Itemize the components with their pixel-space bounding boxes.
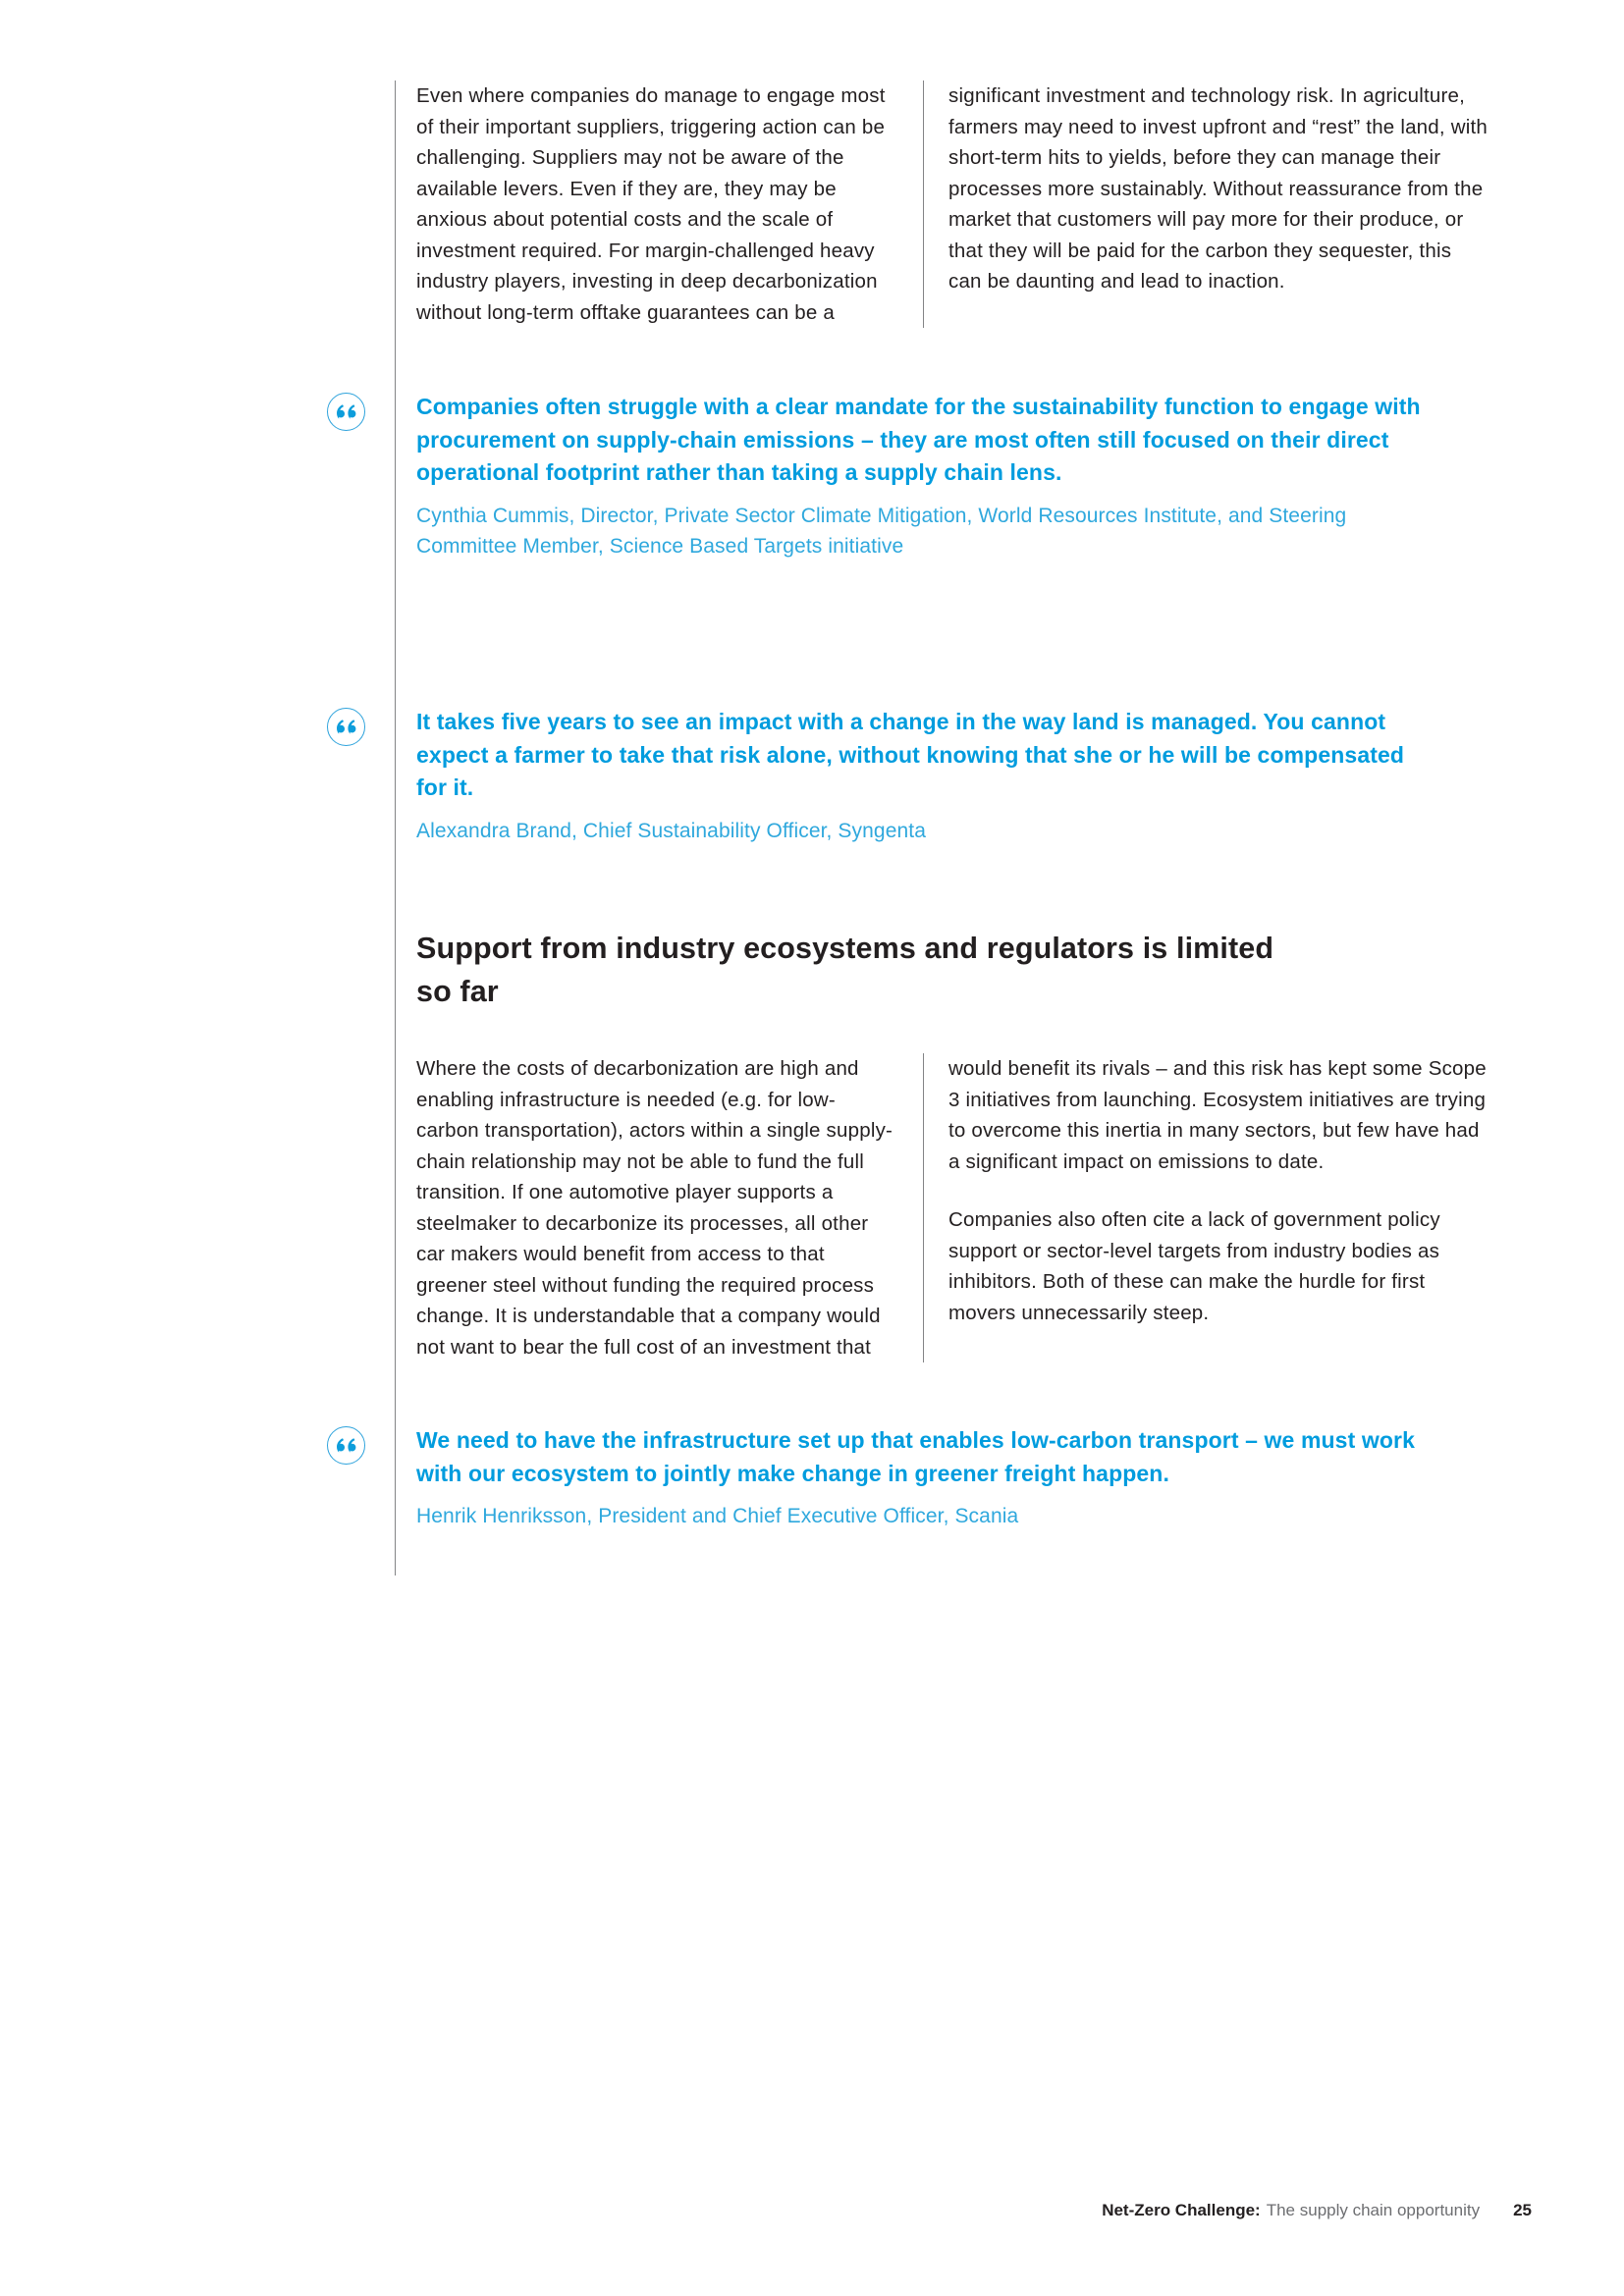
paragraph: Where the costs of decarbonization are high and enabling infrastructure is needed (e.g. for low-carbon transportation), actors within a single supply-chain relationship may not be able to fund the full transition. If one automotive player supports a steelmaker to decarbonize its processes, all other car makers would benefit from access to that greener steel without funding the required process change. It is understandable that a company would not want to bear the full cost of an investment that: [416, 1057, 893, 1359]
pull-quote-1: [395, 391, 1428, 562]
quote-attribution: Cynthia Cummis, Director, Private Sector Climate Mitigation, World Resources Institute, and Steering Committee Member, Science Based Targets initiative: [416, 504, 1347, 558]
quote-mark-icon: [327, 393, 365, 431]
page-number: 25: [1513, 2201, 1532, 2219]
quote-text: It takes five years to see an impact with a change in the way land is managed. You cannot expect a farmer to take that risk alone, without knowing that she or he will be compensated for it.: [416, 709, 1405, 800]
quote-text: Companies often struggle with a clear mandate for the sustainability function to engage with procurement on supply-chain emissions – they are most often still focused on their direct operational footprint rather than taking a supply chain lens.: [416, 394, 1421, 485]
section-heading: Support from industry ecosystems and regulators is limited so far: [416, 932, 1274, 1008]
page-footer: [0, 2199, 1624, 2222]
intro-right-column: [924, 80, 1497, 328]
quote-text: We need to have the infrastructure set up that enables low-carbon transport – we must work with our ecosystem to jointly make change in greener freight happen.: [416, 1427, 1416, 1486]
paragraph: Companies also often cite a lack of government policy support or sector-level targets from industry bodies as inhibitors. Both of these can make the hurdle for first movers unnecessarily steep.: [948, 1208, 1440, 1324]
paragraph: Even where companies do manage to engage most of their important suppliers, triggering action can be challenging. Suppliers may not be aware of the available levers. Even if they are, they may be anxious about potential costs and the scale of investment required. For margin-challenged heavy industry players, investing in deep decarbonization without long-term offtake guarantees can be a: [416, 84, 886, 324]
footer-subtitle: The supply chain opportunity: [1266, 2201, 1481, 2219]
pull-quote-2: [395, 706, 1428, 846]
paragraph: would benefit its rivals – and this risk has kept some Scope 3 initiatives from launching. Ecosystem initiatives are trying to overcome this inertia in many sectors, but few have had a significant impact on emissions to date.: [948, 1057, 1487, 1173]
ecosystem-column-block: [395, 1053, 1497, 1362]
intro-column-block: [395, 80, 1497, 328]
footer-title: Net-Zero Challenge:: [1102, 2201, 1261, 2219]
quote-attribution: Alexandra Brand, Chief Sustainability Officer, Syngenta: [416, 819, 927, 842]
quote-mark-icon: [327, 708, 365, 746]
intro-left-column: [395, 80, 923, 328]
quote-attribution: Henrik Henriksson, President and Chief Executive Officer, Scania: [416, 1505, 1019, 1527]
pull-quote-3: [395, 1424, 1428, 1532]
ecosystem-left-column: [395, 1053, 923, 1362]
column-divider: [923, 80, 924, 328]
paragraph: significant investment and technology risk. In agriculture, farmers may need to invest upfront and “rest” the land, with short-term hits to yields, before they can manage their processes more sustainably. Without reassurance from the market that customers will pay more for their produce, or that they will be paid for the carbon they sequester, this can be daunting and lead to inaction.: [948, 84, 1488, 293]
ecosystem-right-column: [924, 1053, 1497, 1362]
quote-mark-icon: [327, 1426, 365, 1465]
column-divider: [923, 1053, 924, 1362]
